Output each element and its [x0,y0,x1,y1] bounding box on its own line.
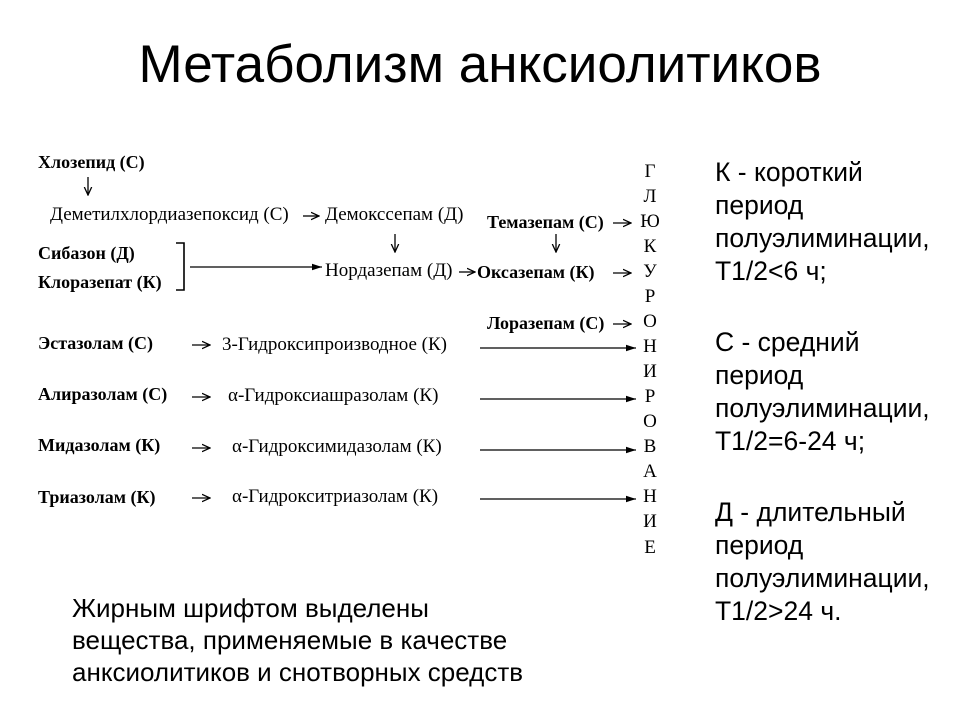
glucuronidation-letter: Ю [640,211,660,232]
glucuronidation-letter: Г [644,161,656,182]
legend-line: период [715,360,804,390]
glucuronidation-letter: У [643,261,657,282]
compound-midazolam: Мидазолам (К) [38,435,161,455]
compound-temazepam: Темазепам (С) [487,212,604,232]
bold-font-note [72,592,552,688]
compound-oxazepam: Оксазепам (К) [477,262,595,282]
glucuronidation-letter: Л [643,186,657,207]
glucuronidation-letter: О [643,311,657,332]
legend-line: С - средний [715,327,860,357]
compound-triazolam: Триазолам (К) [38,487,156,507]
legend-long [715,496,955,628]
glucuronidation-letter: И [643,511,657,532]
compound-estazolam: Эстазолам (С) [38,333,153,353]
compound-clorazepate: Клоразепат (К) [38,272,162,292]
metabolite-triazolam: α-Гидрокситриазолам (К) [232,486,439,507]
glucuronidation-letter: Р [644,286,656,307]
compound-demethylchlordiazepoxide: Деметилхлордиазепоксид (С) [50,204,289,225]
compound-alprazolam: Алиразолам (С) [38,384,168,404]
glucuronidation-letter: К [643,236,657,257]
page-title: Метаболизм анксиолитиков [138,35,822,94]
compound-sibazon: Сибазон (Д) [38,243,135,263]
bracket-icon [176,243,184,290]
legend-line: период [715,530,804,560]
legend-line: Т1/2=6-24 ч; [715,426,866,456]
glucuronidation-letter: Р [644,386,656,407]
glucuronidation-letter: О [643,411,657,432]
metabolite-estazolam: 3-Гидроксипроизводное (К) [222,334,447,355]
compound-chlozepid: Хлозепид (С) [38,152,145,172]
legend-line: полуэлиминации, [715,563,930,593]
metabolite-alprazolam: α-Гидроксиашразолам (К) [228,385,439,406]
glucuronidation-letter: Е [644,537,656,558]
glucuronidation-letter: Н [643,486,657,507]
legend-line: полуэлиминации, [715,393,930,423]
legend-short [715,156,955,288]
glucuronidation-letter: А [643,461,657,482]
legend-line: Т1/2>24 ч. [715,596,842,626]
legend-line: К - короткий [715,157,863,187]
glucuronidation-letter: Н [643,336,657,357]
note-line: вещества, применяемые в качестве [72,625,508,655]
legend-line: Т1/2<6 ч; [715,256,827,286]
note-line: Жирным шрифтом выделены [72,593,429,623]
glucuronidation-letter: В [643,436,657,457]
legend-line: Д - длительный [715,497,906,527]
metabolite-midazolam: α-Гидроксимидазолам (К) [232,436,442,457]
compound-demoxepam: Демокссепам (Д) [325,204,464,225]
legend-line: период [715,190,804,220]
compound-nordazepam: Нордазепам (Д) [325,260,453,281]
glucuronidation-letter: И [643,361,657,382]
compound-lorazepam: Лоразепам (С) [487,313,605,333]
note-line: анксиолитиков и снотворных средств [72,657,524,687]
legend-line: полуэлиминации, [715,223,930,253]
legend-medium [715,326,955,458]
